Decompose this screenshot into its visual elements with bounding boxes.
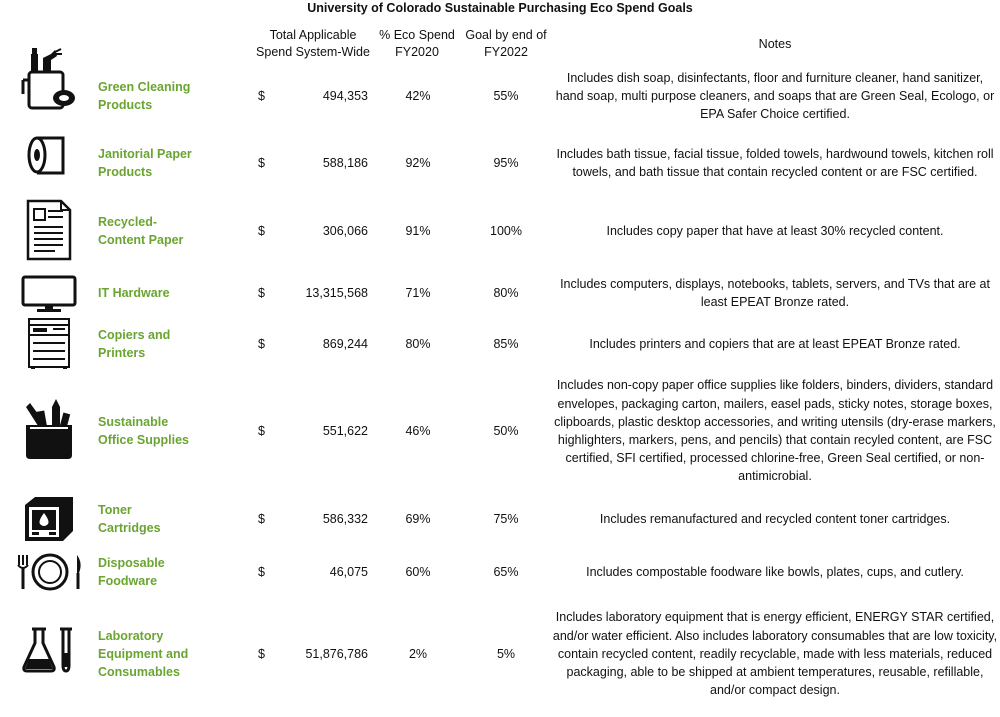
goal-percent: 55% xyxy=(493,89,519,103)
goal-percent: 5% xyxy=(496,647,516,661)
table-row xyxy=(0,62,1000,130)
header-spend: Total Applicable Spend System-Wide xyxy=(256,28,370,59)
eco-spend-percent: 2% xyxy=(408,647,428,661)
eco-spend-percent: 71% xyxy=(405,286,431,300)
goal-percent: 80% xyxy=(493,286,519,300)
currency-symbol: $ xyxy=(258,647,265,661)
eco-spend-percent: 46% xyxy=(405,424,431,438)
category-label: Disposable Foodware xyxy=(98,556,165,588)
table-row xyxy=(0,272,1000,314)
category-label: Recycled-Content Paper xyxy=(98,215,184,247)
table-row xyxy=(0,376,1000,486)
row-note: Includes remanufactured and recycled content toner cartridges. xyxy=(599,511,951,526)
goal-percent: 50% xyxy=(493,424,519,438)
spend-amount: 46,075 xyxy=(329,565,368,579)
goal-percent: 85% xyxy=(493,337,519,351)
row-note: Includes bath tissue, facial tissue, folded towels, hardwound towels, kitchen roll towels, and bath tissue that contain recycled content or are FSC certified. xyxy=(556,146,994,179)
row-note: Includes copy paper that have at least 30% recycled content. xyxy=(606,223,944,238)
spend-amount: 551,622 xyxy=(322,424,368,438)
spend-amount: 588,186 xyxy=(322,156,368,170)
eco-spend-percent: 91% xyxy=(405,224,431,238)
eco-spend-percent: 80% xyxy=(405,337,431,351)
header-eco-spend: % Eco Spend FY2020 xyxy=(379,28,455,59)
table-row xyxy=(0,608,1000,700)
currency-symbol: $ xyxy=(258,286,265,300)
goal-percent: 65% xyxy=(493,565,519,579)
spend-amount: 306,066 xyxy=(322,224,368,238)
spend-amount: 869,244 xyxy=(322,337,368,351)
goal-percent: 100% xyxy=(490,224,522,238)
copier-icon xyxy=(18,318,80,370)
category-label: IT Hardware xyxy=(98,286,170,300)
category-label: Copiers and Printers xyxy=(98,328,171,360)
eco-spend-percent: 60% xyxy=(405,565,431,579)
spend-amount: 494,353 xyxy=(322,89,368,103)
currency-symbol: $ xyxy=(258,224,265,238)
spend-amount: 51,876,786 xyxy=(305,647,368,661)
table-row xyxy=(0,550,1000,594)
table-row xyxy=(0,136,1000,190)
row-note: Includes laboratory equipment that is energy efficient, ENERGY STAR certified, and/or water efficient. Also includes laboratory consumables that are low toxicity, contain recycled content, readily recyclable, made with less materials, reduced packaging, able to be shipped at ambient temperatures, reusable, refillable, and/or compact design. xyxy=(552,610,998,698)
table-row xyxy=(0,496,1000,542)
table-row xyxy=(0,198,1000,264)
currency-symbol: $ xyxy=(258,156,265,170)
pencil-cup-icon xyxy=(18,398,80,462)
row-note: Includes compostable foodware like bowls, plates, cups, and cutlery. xyxy=(586,564,964,579)
category-label: Toner Cartridges xyxy=(98,503,161,535)
header-goal: Goal by end of FY2022 xyxy=(465,28,547,59)
monitor-icon xyxy=(18,274,80,314)
currency-symbol: $ xyxy=(258,89,265,103)
currency-symbol: $ xyxy=(258,512,265,526)
currency-symbol: $ xyxy=(258,424,265,438)
category-label: Janitorial Paper Products xyxy=(98,147,192,179)
eco-spend-percent: 69% xyxy=(405,512,431,526)
lab-flask-icon xyxy=(18,626,80,674)
currency-symbol: $ xyxy=(258,337,265,351)
goal-percent: 95% xyxy=(493,156,519,170)
spend-amount: 586,332 xyxy=(322,512,368,526)
category-label: Laboratory Equipment and Consumables xyxy=(98,629,189,679)
eco-spend-percent: 42% xyxy=(405,89,431,103)
category-label: Green Cleaning Products xyxy=(98,80,191,112)
plate-cutlery-icon xyxy=(14,552,86,592)
table-row xyxy=(0,318,1000,370)
category-label: Sustainable Office Supplies xyxy=(98,415,189,447)
document-icon xyxy=(18,198,80,262)
cleaning-supplies-icon xyxy=(18,44,80,112)
eco-spend-percent: 92% xyxy=(405,156,431,170)
spend-amount: 13,315,568 xyxy=(305,286,368,300)
paper-towel-roll-icon xyxy=(18,136,80,176)
goal-percent: 75% xyxy=(493,512,519,526)
page-title: University of Colorado Sustainable Purchasing Eco Spend Goals xyxy=(307,1,693,15)
row-note: Includes computers, displays, notebooks, tablets, servers, and TVs that are at least EPEAT Bronze rated. xyxy=(560,276,990,309)
row-note: Includes dish soap, disinfectants, floor and furniture cleaner, hand sanitizer, hand soap, multi purpose cleaners, and soaps that are Green Seal, Ecologo, or EPA Safer Choice certified. xyxy=(555,70,995,122)
header-notes: Notes xyxy=(758,37,792,51)
toner-cartridge-icon xyxy=(18,494,80,544)
currency-symbol: $ xyxy=(258,565,265,579)
row-note: Includes non-copy paper office supplies like folders, binders, dividers, standard envelopes, packaging carton, mailers, easel pads, sticky notes, storage boxes, clipboards, plastic desktop accessories, and writing utensils (dry-erase markers, highlighters, markers, pens, and pencils) that contain recyled content, are FSC certified, SFI certified, processed chlorine-free, Green Seal certified, or non-antimicrobial. xyxy=(554,378,996,484)
row-note: Includes printers and copiers that are at least EPEAT Bronze rated. xyxy=(589,336,961,351)
